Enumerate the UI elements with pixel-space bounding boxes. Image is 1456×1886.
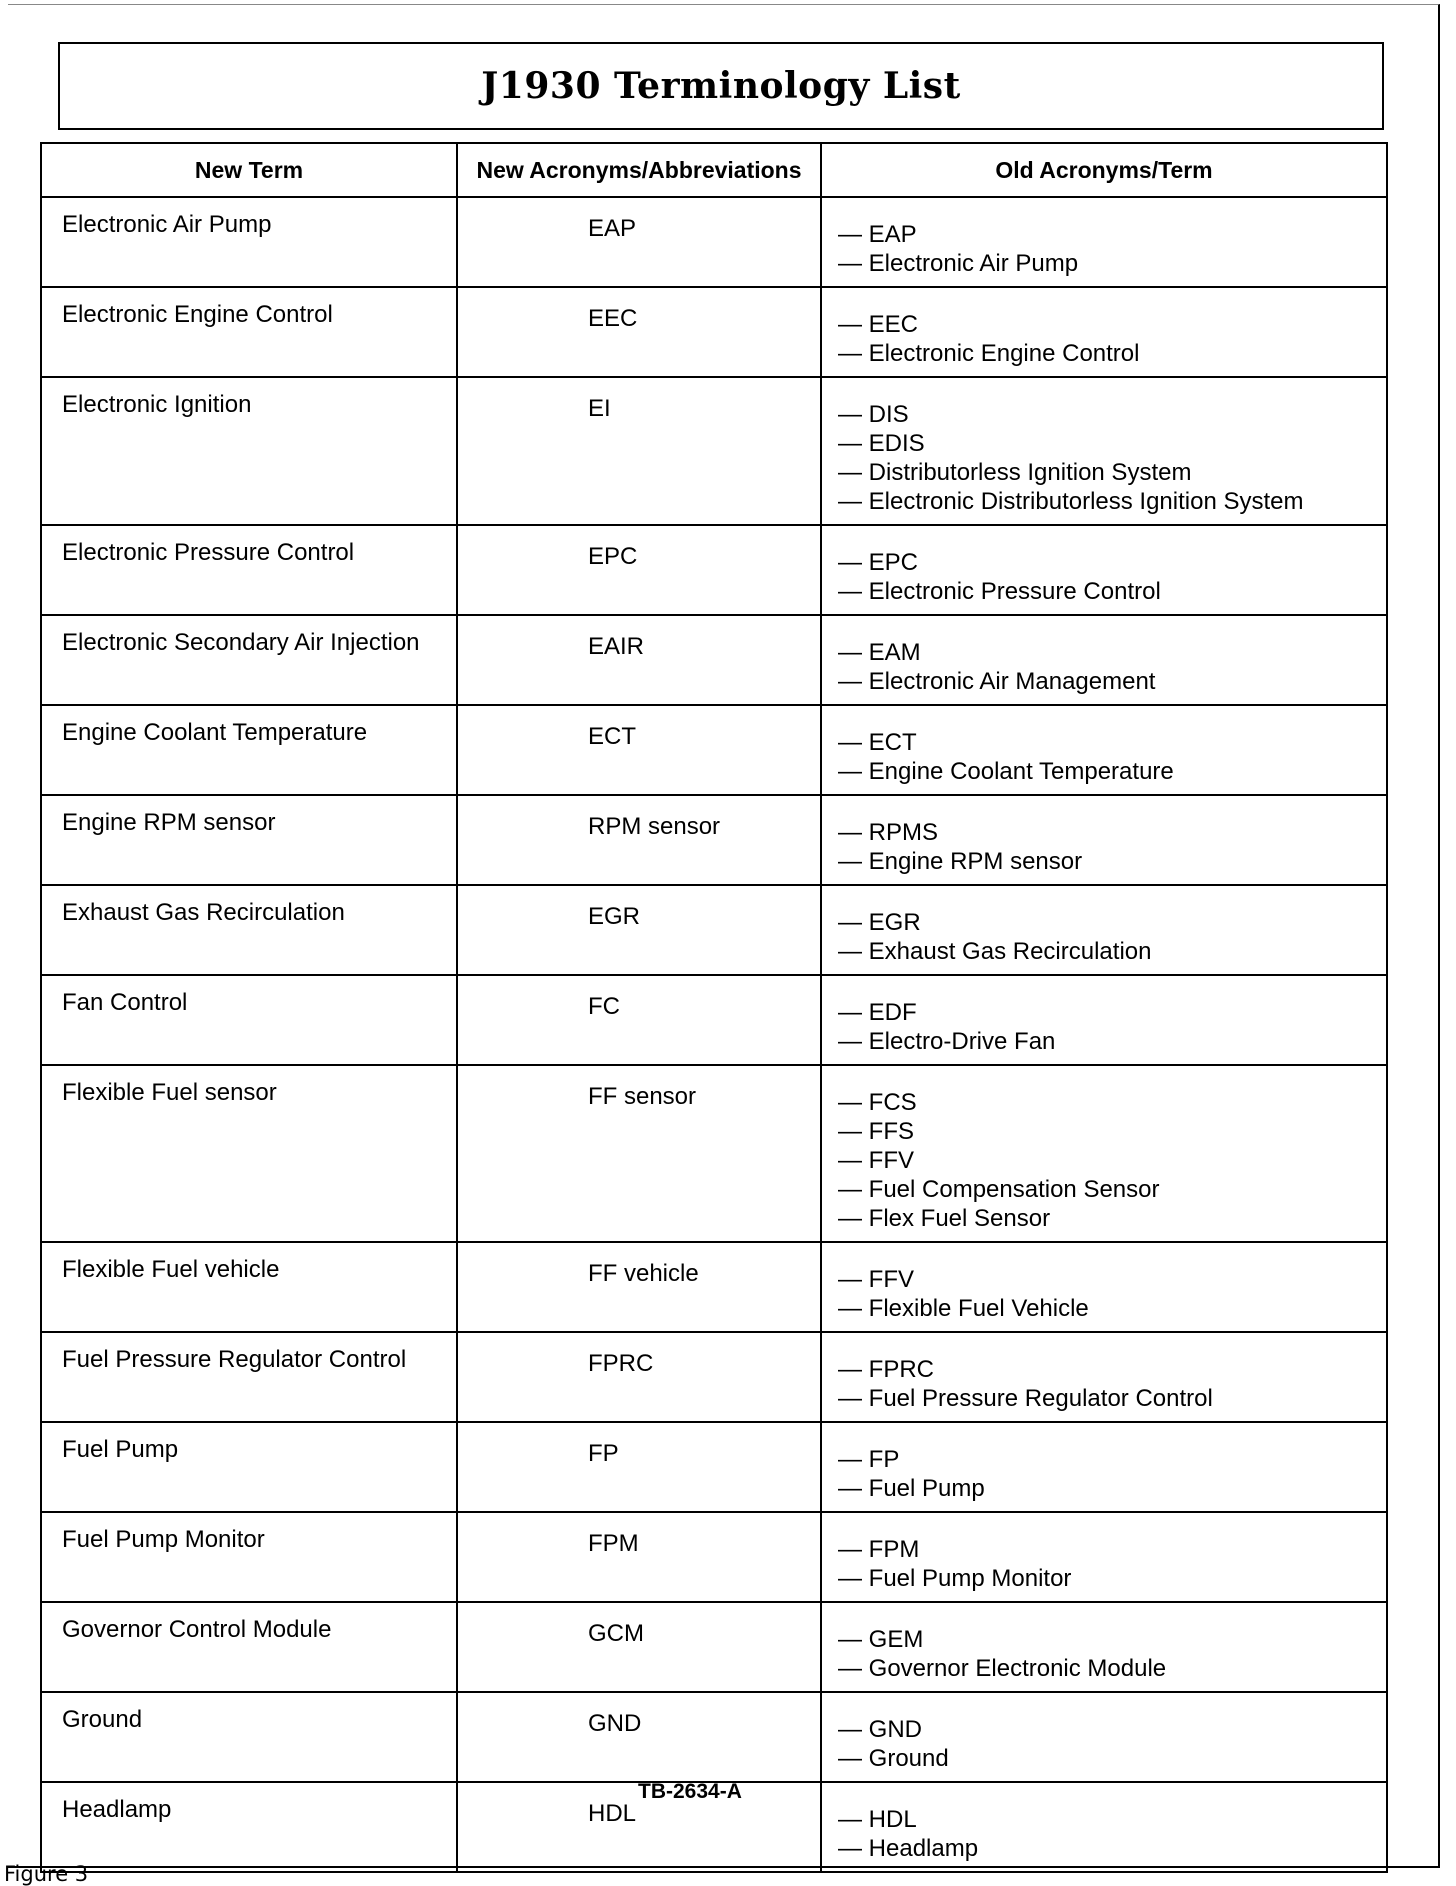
old-term-item: — EPC <box>838 549 919 576</box>
old-term-item: — FPRC <box>838 1356 934 1383</box>
new-acronym-cell: EAP <box>457 197 821 287</box>
old-term-cell <box>821 705 1387 795</box>
old-term-item: — FPM <box>838 1536 920 1563</box>
old-term-item: — Headlamp <box>838 1835 979 1862</box>
new-term-cell: Exhaust Gas Recirculation <box>41 885 457 975</box>
figure-label: Figure 3 <box>4 1862 89 1886</box>
old-term-item: — FFV <box>838 1266 914 1293</box>
new-acronym-cell: EGR <box>457 885 821 975</box>
new-term-cell: Electronic Air Pump <box>41 197 457 287</box>
old-term-item: — Electro-Drive Fan <box>838 1028 1056 1055</box>
new-term-cell: Fuel Pump Monitor <box>41 1512 457 1602</box>
old-term-item: — Electronic Engine Control <box>838 340 1140 367</box>
new-term-cell: Engine RPM sensor <box>41 795 457 885</box>
new-acronym-cell: FC <box>457 975 821 1065</box>
old-term-item: — Fuel Compensation Sensor <box>838 1176 1160 1203</box>
table-row <box>41 795 1387 885</box>
old-term-item: — FFV <box>838 1147 914 1174</box>
old-term-item: — Governor Electronic Module <box>838 1655 1167 1682</box>
table-row <box>41 377 1387 525</box>
table-row <box>41 1242 1387 1332</box>
old-term-item: — EDF <box>838 999 917 1026</box>
old-term-cell <box>821 1242 1387 1332</box>
header-old-term: Old Acronyms/Term <box>821 143 1387 197</box>
new-term-cell: Flexible Fuel vehicle <box>41 1242 457 1332</box>
old-term-item: — Electronic Air Management <box>838 668 1156 695</box>
new-term-cell: Fuel Pump <box>41 1422 457 1512</box>
new-term-cell: Electronic Engine Control <box>41 287 457 377</box>
new-acronym-cell: EEC <box>457 287 821 377</box>
table-row <box>41 885 1387 975</box>
new-term-cell: Ground <box>41 1692 457 1782</box>
terminology-table <box>40 142 1388 1873</box>
old-term-item: — Engine RPM sensor <box>838 848 1083 875</box>
old-term-item: — EAM <box>838 639 921 666</box>
old-term-cell <box>821 1692 1387 1782</box>
old-term-item: — GEM <box>838 1626 924 1653</box>
old-term-item: — DIS <box>838 401 909 428</box>
table-row <box>41 1065 1387 1242</box>
old-term-item: — EDIS <box>838 430 925 457</box>
old-term-cell <box>821 197 1387 287</box>
new-acronym-cell: HDL <box>457 1782 821 1872</box>
table-row <box>41 1332 1387 1422</box>
new-term-cell: Electronic Ignition <box>41 377 457 525</box>
old-term-item: — EEC <box>838 311 919 338</box>
table-header-row <box>41 143 1387 197</box>
old-term-item: — Electronic Distributorless Ignition System <box>838 488 1304 515</box>
old-term-item: — Engine Coolant Temperature <box>838 758 1174 785</box>
old-term-item: — Electronic Pressure Control <box>838 578 1161 605</box>
new-acronym-cell: RPM sensor <box>457 795 821 885</box>
new-acronym-cell: EPC <box>457 525 821 615</box>
old-term-cell <box>821 615 1387 705</box>
old-term-cell <box>821 1512 1387 1602</box>
header-new-acronym: New Acronyms/Abbreviations <box>457 143 821 197</box>
old-term-cell <box>821 287 1387 377</box>
old-term-item: — Fuel Pump Monitor <box>838 1565 1072 1592</box>
new-acronym-cell: FP <box>457 1422 821 1512</box>
old-term-cell <box>821 525 1387 615</box>
new-acronym-cell: EAIR <box>457 615 821 705</box>
old-term-item: — Exhaust Gas Recirculation <box>838 938 1152 965</box>
old-term-cell <box>821 377 1387 525</box>
old-term-cell <box>821 1065 1387 1242</box>
old-term-cell <box>821 1422 1387 1512</box>
new-acronym-cell: GCM <box>457 1602 821 1692</box>
new-acronym-cell: GND <box>457 1692 821 1782</box>
old-term-item: — Fuel Pressure Regulator Control <box>838 1385 1213 1412</box>
old-term-item: — Distributorless Ignition System <box>838 459 1192 486</box>
old-term-item: — Electronic Air Pump <box>838 250 1079 277</box>
old-term-item: — RPMS <box>838 819 939 846</box>
new-term-cell: Governor Control Module <box>41 1602 457 1692</box>
old-term-cell <box>821 1332 1387 1422</box>
new-term-cell: Fuel Pressure Regulator Control <box>41 1332 457 1422</box>
old-term-item: — Flex Fuel Sensor <box>838 1205 1051 1232</box>
new-term-cell: Headlamp <box>41 1782 457 1872</box>
table-row <box>41 615 1387 705</box>
old-term-item: — Fuel Pump <box>838 1475 985 1502</box>
table-row <box>41 1512 1387 1602</box>
new-acronym-cell: FF vehicle <box>457 1242 821 1332</box>
new-acronym-cell: EI <box>457 377 821 525</box>
table-body <box>41 197 1387 1872</box>
new-term-cell: Fan Control <box>41 975 457 1065</box>
old-term-cell <box>821 1602 1387 1692</box>
new-term-cell: Engine Coolant Temperature <box>41 705 457 795</box>
old-term-cell <box>821 885 1387 975</box>
old-term-cell <box>821 1782 1387 1872</box>
old-term-item: — FCS <box>838 1089 917 1116</box>
title-box <box>58 42 1384 130</box>
old-term-item: — EAP <box>838 221 917 248</box>
new-term-cell: Electronic Pressure Control <box>41 525 457 615</box>
new-acronym-cell: ECT <box>457 705 821 795</box>
old-term-item: — ECT <box>838 729 917 756</box>
new-acronym-cell: FPM <box>457 1512 821 1602</box>
table-row <box>41 1602 1387 1692</box>
old-term-item: — EGR <box>838 909 921 936</box>
table-row <box>41 525 1387 615</box>
old-term-item: — FP <box>838 1446 900 1473</box>
page-title: J1930 Terminology List <box>481 65 961 107</box>
header-new-term: New Term <box>41 143 457 197</box>
old-term-item: — FFS <box>838 1118 914 1145</box>
new-term-cell: Flexible Fuel sensor <box>41 1065 457 1242</box>
table-row <box>41 705 1387 795</box>
document-code: TB-2634-A <box>638 1780 742 1803</box>
old-term-item: — HDL <box>838 1806 917 1833</box>
table-row <box>41 1422 1387 1512</box>
new-term-cell: Electronic Secondary Air Injection <box>41 615 457 705</box>
table-row <box>41 197 1387 287</box>
old-term-item: — Flexible Fuel Vehicle <box>838 1295 1089 1322</box>
new-acronym-cell: FPRC <box>457 1332 821 1422</box>
table-row <box>41 287 1387 377</box>
table-row <box>41 975 1387 1065</box>
old-term-cell <box>821 795 1387 885</box>
old-term-item: — Ground <box>838 1745 949 1772</box>
old-term-item: — GND <box>838 1716 922 1743</box>
new-acronym-cell: FF sensor <box>457 1065 821 1242</box>
old-term-cell <box>821 975 1387 1065</box>
table-row <box>41 1692 1387 1782</box>
